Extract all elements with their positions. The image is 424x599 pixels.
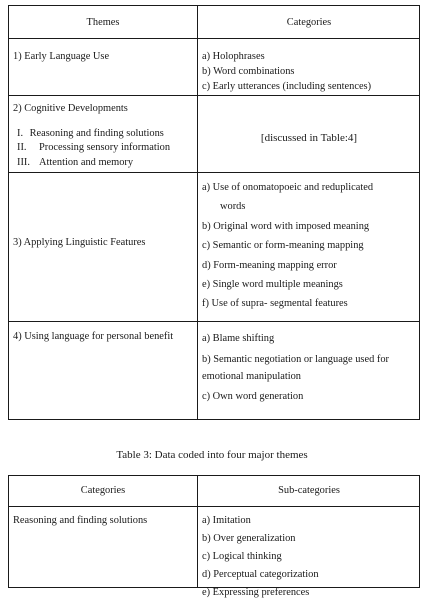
column-divider bbox=[197, 6, 198, 419]
theme-early-language-use: 1) Early Language Use bbox=[13, 51, 110, 62]
header-subcategories: Sub-categories bbox=[278, 485, 340, 496]
subcategory-item: d) Perceptual categorization bbox=[202, 569, 319, 580]
row-divider bbox=[9, 172, 419, 173]
category-item: b) Semantic negotiation or language used for bbox=[202, 354, 389, 365]
category-item-continued: words bbox=[220, 201, 246, 212]
category-reasoning: Reasoning and finding solutions bbox=[13, 515, 148, 526]
row-divider bbox=[9, 506, 419, 507]
row-divider bbox=[9, 321, 419, 322]
category-item: b) Word combinations bbox=[202, 66, 295, 77]
theme-using-language-personal-benefit: 4) Using language for personal benefit bbox=[13, 331, 174, 342]
category-item: a) Use of onomatopoeic and reduplicated bbox=[202, 182, 374, 193]
themes-table bbox=[8, 5, 420, 420]
table-caption: Table 3: Data coded into four major themes bbox=[116, 449, 308, 461]
header-categories: Categories bbox=[286, 17, 332, 28]
category-item-continued: emotional manipulation bbox=[202, 371, 301, 382]
subcategory-item: b) Over generalization bbox=[202, 533, 296, 544]
category-item: b) Original word with imposed meaning bbox=[202, 221, 370, 232]
cognitive-sub-item: I. Reasoning and finding solutions bbox=[17, 128, 164, 139]
cognitive-sub-item: III. Attention and memory bbox=[17, 157, 134, 168]
category-item: c) Semantic or form-meaning mapping bbox=[202, 240, 364, 251]
category-item: f) Use of supra- segmental features bbox=[202, 298, 348, 309]
category-item: a) Blame shifting bbox=[202, 333, 275, 344]
category-item: e) Single word multiple meanings bbox=[202, 279, 343, 290]
subcategory-item: e) Expressing preferences bbox=[202, 587, 310, 598]
category-item: a) Holophrases bbox=[202, 51, 265, 62]
subcategory-item: c) Logical thinking bbox=[202, 551, 282, 562]
header-categories: Categories bbox=[80, 485, 126, 496]
category-item: c) Own word generation bbox=[202, 391, 304, 402]
row-divider bbox=[9, 95, 419, 96]
header-themes: Themes bbox=[86, 17, 120, 28]
subcategory-item: a) Imitation bbox=[202, 515, 251, 526]
category-item: d) Form-meaning mapping error bbox=[202, 260, 337, 271]
category-item: c) Early utterances (including sentences) bbox=[202, 81, 372, 92]
theme-applying-linguistic-features: 3) Applying Linguistic Features bbox=[13, 237, 146, 248]
cognitive-sub-item: II. Processing sensory information bbox=[17, 142, 171, 153]
table-reference-note: [discussed in Table:4] bbox=[260, 132, 358, 144]
subcategories-table bbox=[8, 475, 420, 598]
theme-cognitive-developments: 2) Cognitive Developments bbox=[13, 103, 128, 114]
row-divider bbox=[9, 38, 419, 39]
